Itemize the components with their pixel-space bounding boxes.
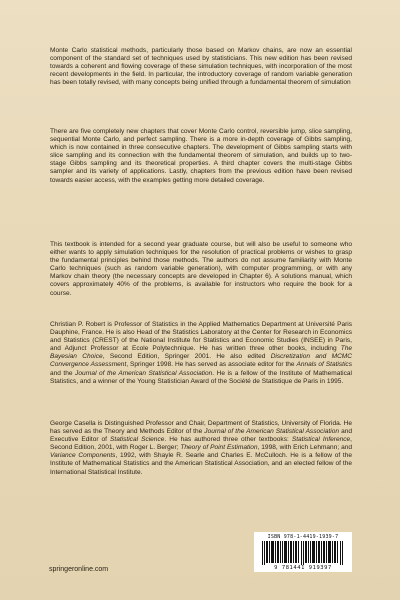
bio-segment: and the <box>50 369 76 377</box>
barcode-bars-icon <box>262 541 344 565</box>
bio-segment: , Second Edition, 2001, with Roger L. Berger; <box>50 436 352 452</box>
bio-segment: , Springer 1998. He has served as associate editor for the <box>126 361 297 369</box>
bio-segment: , 1992, with Shayle R. Searle and Charles E. McCulloch. He is a fellow of the Institute of Mathematical Statistics and the American Statistical Association, and an elected fellow of the International Statistical Institute. <box>50 452 352 476</box>
author-bio-robert <box>50 321 352 386</box>
barcode <box>254 532 352 572</box>
journal-title: Journal of the American Statistical Association <box>75 369 213 377</box>
description-paragraph-3 <box>50 241 352 298</box>
bio-segment: , 1998, with Erich Lehmann; and <box>257 444 353 452</box>
bio-segment: . He is a fellow of the Institute of Mathematical Statistics, and a winner of the Young Statistician Award of the Société de Statistique de Paris in 1995. <box>50 369 353 385</box>
bio-segment: Christian P. Robert is Professor of Statistics in the Applied Mathematics Department at Université Paris Dauphine, France. He is also Head of the Statistics Laboratory at the Center for Research in Economics and Statistics (CREST) of the National Institute for Statistics and Economic Studies (INSEE) in Paris, and Adjunct Professor at Ecole Polytechnique. He has written three other books, including <box>50 321 352 353</box>
journal-title: Annals of Statistics <box>296 361 352 369</box>
book-title: Variance Components <box>50 452 116 460</box>
bio-segment: and Executive Editor of <box>50 428 352 444</box>
journal-title: Statistical Science <box>110 436 165 444</box>
book-title: The Bayesian Choice <box>50 345 352 361</box>
publisher-website[interactable]: springeronline.com <box>49 566 109 573</box>
bio-segment: . He has authored three other textbooks: <box>164 436 292 444</box>
book-title: Discretization and MCMC Convergence Assessment <box>50 353 352 369</box>
journal-title: Journal of the American Statistical Association <box>204 428 340 436</box>
paragraph-text: Monte Carlo statistical methods, particularly those based on Markov chains, are now an essential component of the standard set of techniques used by statisticians. This new edition has been revised towards a coherent and flowing coverage of these simulation techniques, with incorporation of the most recent developments in the field. In particular, the introductory coverage of random variable generation has been totally revised, with many concepts being unified through a fundamental theorem of simulation <box>50 47 352 87</box>
book-title: Theory of Point Estimation <box>180 444 258 452</box>
description-paragraph-2 <box>50 128 352 185</box>
book-title: Statistical Inference <box>291 436 351 444</box>
isbn-label: ISBN 978-1-4419-1939-7 <box>267 534 339 540</box>
bio-segment: George Casella is Distinguished Professor and Chair, Department of Statistics, University of Florida. He has served as the Theory and Methods Editor of the <box>50 420 352 436</box>
barcode-number: 9 781441 919397 <box>274 565 332 571</box>
bio-segment: , Second Edition, Springer 2001. He also edited <box>102 353 271 361</box>
author-bio-casella <box>50 420 352 477</box>
paragraph-text: There are five completely new chapters that cover Monte Carlo control, reversible jump, slice sampling, sequential Monte Carlo, and perfect sampling. There is a more in-depth coverage of Gibbs sampling, which is now contained in three consecutive chapters. The development of Gibbs sampling starts with slice sampling and its connection with the fundamental theorem of simulation, and builds up to two-stage Gibbs sampling and its theoretical properties. A third chapter covers the multi-stage Gibbs sampler and its variety of applications. Lastly, chapters from the previous edition have been revised towards easier access, with the examples getting more detailed coverage. <box>50 128 352 184</box>
paragraph-text: This textbook is intended for a second year graduate course, but will also be useful to someone who either wants to apply simulation techniques for the resolution of practical problems or wishes to grasp the fundamental principles behind those methods. The authors do not assume familiarity with Monte Carlo techniques (such as random variable generation), with computer programming, or with any Markov chain theory (the necessary concepts are developed in Chapter 6). A solutions manual, which covers approximately 40% of the problems, is available for instructors who require the book for a course. <box>50 241 352 297</box>
bio-text <box>50 321 352 386</box>
description-paragraph-1 <box>50 47 352 87</box>
bio-text <box>50 420 352 477</box>
